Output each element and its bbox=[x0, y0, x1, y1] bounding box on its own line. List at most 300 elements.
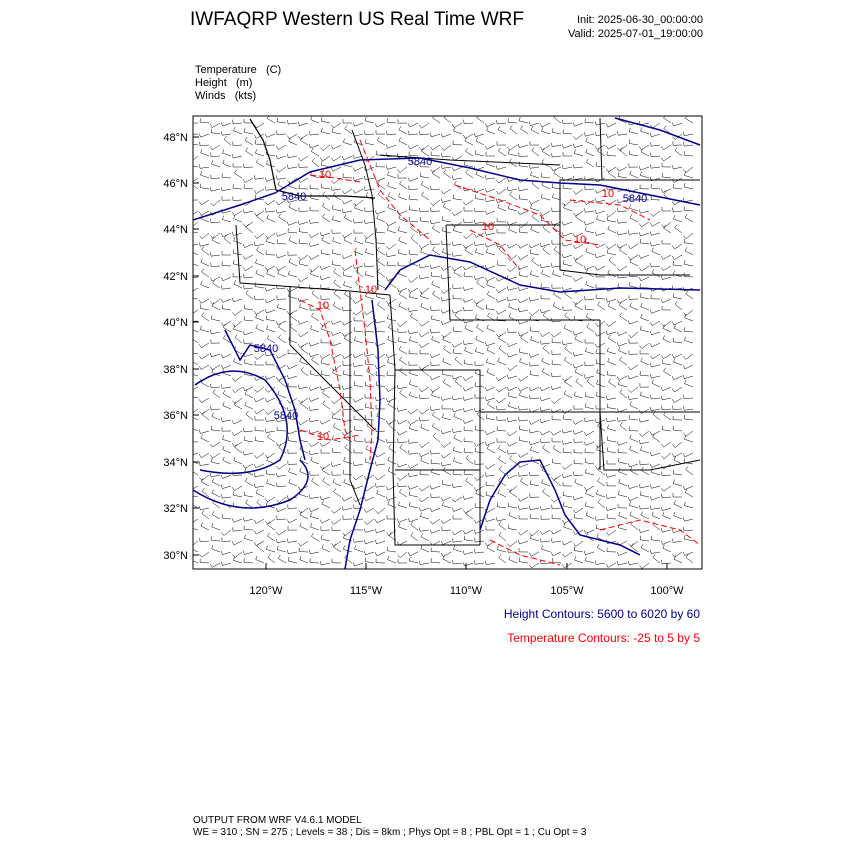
wind-barb bbox=[529, 387, 539, 391]
wind-barb bbox=[650, 222, 660, 226]
wind-barb bbox=[474, 133, 484, 137]
wind-barb bbox=[530, 327, 539, 332]
height-contour-label: 5840 bbox=[407, 156, 433, 168]
wind-barb bbox=[465, 347, 473, 354]
wind-barb bbox=[564, 357, 572, 365]
wind-barb bbox=[244, 316, 253, 321]
wind-barb bbox=[551, 530, 561, 534]
wind-barb bbox=[210, 145, 220, 150]
wind-barb bbox=[411, 235, 418, 244]
wind-barb bbox=[398, 321, 408, 327]
wind-barb bbox=[463, 387, 473, 391]
wind-barb bbox=[290, 323, 297, 332]
lat-label: 30°N bbox=[163, 550, 188, 562]
wind-barb bbox=[585, 208, 595, 212]
wind-barb bbox=[463, 562, 473, 566]
wind-barb bbox=[332, 187, 342, 191]
wind-barb bbox=[408, 518, 418, 522]
wind-barb bbox=[244, 128, 253, 134]
wind-barb bbox=[276, 167, 286, 172]
wind-barb bbox=[452, 167, 462, 171]
wind-barb bbox=[530, 164, 540, 168]
height-legend: Height Contours: 5600 to 6020 by 60 bbox=[503, 607, 700, 621]
wind-barb bbox=[320, 145, 330, 151]
wind-barb bbox=[518, 287, 528, 291]
wind-barb bbox=[254, 484, 264, 488]
wind-barb bbox=[353, 363, 363, 367]
wind-barb bbox=[432, 336, 440, 343]
wind-barb bbox=[529, 429, 539, 433]
wind-barb bbox=[409, 250, 418, 255]
wind-barb bbox=[519, 271, 528, 277]
wind-barb bbox=[673, 338, 682, 343]
wind-barb bbox=[342, 332, 352, 336]
wind-barb bbox=[443, 336, 451, 343]
wind-barb bbox=[650, 374, 660, 378]
wind-barb bbox=[487, 401, 495, 409]
wind-barb bbox=[244, 428, 253, 432]
wind-barb bbox=[628, 497, 638, 501]
wind-barb bbox=[288, 557, 297, 563]
wind-barb bbox=[487, 281, 495, 288]
wind-barb bbox=[322, 237, 330, 244]
wind-barb bbox=[540, 431, 550, 435]
wind-barb bbox=[475, 361, 484, 365]
wind-barb bbox=[518, 308, 528, 312]
wind-barb bbox=[585, 393, 594, 399]
wind-barb bbox=[321, 295, 330, 299]
wind-barb bbox=[200, 164, 210, 168]
wind-barb bbox=[519, 436, 528, 442]
wind-barb bbox=[375, 210, 385, 214]
wind-barb bbox=[255, 175, 265, 179]
wind-barb bbox=[498, 358, 506, 365]
wind-barb bbox=[431, 361, 440, 365]
wind-barb bbox=[475, 460, 484, 464]
wind-barb bbox=[343, 139, 352, 145]
wind-barb bbox=[464, 438, 473, 442]
wind-barb bbox=[232, 420, 242, 424]
wind-barb bbox=[201, 259, 209, 266]
wind-barb bbox=[607, 447, 616, 453]
wind-barb bbox=[300, 137, 308, 145]
wind-barb bbox=[222, 537, 231, 541]
wind-barb bbox=[420, 350, 429, 354]
wind-barb bbox=[662, 306, 671, 310]
wind-barb bbox=[464, 341, 474, 345]
wind-barb bbox=[353, 265, 363, 269]
wind-barb bbox=[244, 164, 253, 168]
wind-barb bbox=[531, 204, 540, 211]
wind-barb bbox=[606, 167, 616, 172]
wind-barb bbox=[190, 247, 198, 255]
wind-barb bbox=[509, 556, 517, 563]
wind-barb bbox=[298, 321, 308, 325]
wind-barb bbox=[246, 224, 253, 233]
wind-barb bbox=[496, 332, 506, 337]
wind-barb bbox=[518, 497, 528, 501]
wind-barb bbox=[298, 255, 308, 260]
wind-barb bbox=[376, 508, 386, 514]
wind-barb bbox=[321, 449, 330, 453]
wind-barb bbox=[332, 559, 341, 563]
wind-barb bbox=[639, 484, 649, 488]
wind-barb bbox=[213, 280, 221, 288]
wind-barb bbox=[498, 445, 506, 453]
wind-barb bbox=[606, 530, 616, 535]
wind-barb bbox=[562, 254, 572, 258]
wind-barb bbox=[235, 334, 242, 343]
wind-barb bbox=[508, 118, 517, 123]
wind-barb bbox=[683, 354, 693, 359]
wind-barb bbox=[641, 358, 649, 365]
wind-barb bbox=[453, 176, 463, 180]
wind-barb bbox=[232, 211, 242, 216]
wind-barb bbox=[586, 281, 594, 288]
wind-barb bbox=[388, 467, 396, 475]
wind-barb bbox=[343, 406, 352, 410]
wind-barb bbox=[529, 354, 539, 358]
wind-barb bbox=[342, 189, 352, 194]
wind-barb bbox=[331, 123, 341, 128]
wind-barb bbox=[650, 407, 660, 411]
wind-barb bbox=[518, 320, 528, 324]
wind-barb bbox=[661, 156, 671, 161]
wind-barb bbox=[364, 508, 374, 513]
wind-barb bbox=[409, 425, 418, 431]
wind-barb bbox=[365, 415, 374, 420]
wind-barb bbox=[509, 226, 517, 233]
wind-barb bbox=[376, 372, 385, 377]
wind-barb bbox=[497, 141, 506, 145]
wind-barb bbox=[531, 336, 539, 343]
wind-barb bbox=[333, 423, 341, 431]
wind-barb bbox=[441, 541, 451, 545]
wind-barb bbox=[431, 200, 441, 206]
wind-barb bbox=[211, 339, 220, 343]
wind-barb bbox=[540, 387, 550, 391]
wind-barb bbox=[387, 131, 396, 135]
wind-barb bbox=[463, 287, 473, 291]
wind-barb bbox=[300, 303, 309, 310]
wind-barb bbox=[507, 343, 517, 347]
wind-barb bbox=[398, 262, 407, 266]
wind-barb bbox=[243, 178, 253, 183]
wind-barb bbox=[496, 387, 506, 392]
wind-barb bbox=[243, 331, 253, 335]
wind-barb bbox=[630, 446, 638, 453]
wind-barb bbox=[686, 467, 693, 476]
wind-barb bbox=[584, 222, 594, 226]
wind-barb bbox=[464, 427, 473, 431]
wind-barb bbox=[430, 354, 440, 358]
wind-barb bbox=[199, 343, 209, 348]
wind-barb bbox=[430, 407, 440, 411]
wind-barb bbox=[333, 369, 342, 376]
wind-barb bbox=[267, 325, 276, 332]
wind-barb bbox=[487, 127, 495, 134]
wind-barb bbox=[276, 442, 286, 446]
wind-barb bbox=[210, 353, 220, 357]
wind-barb bbox=[342, 266, 352, 271]
wind-barb bbox=[487, 445, 495, 453]
wind-barb bbox=[267, 270, 275, 277]
wind-barb bbox=[608, 302, 616, 310]
lat-label: 36°N bbox=[163, 410, 188, 422]
wind-barb bbox=[683, 517, 693, 521]
wind-barb bbox=[562, 464, 572, 469]
wind-barb bbox=[223, 149, 232, 156]
wind-barb bbox=[430, 265, 440, 269]
wind-barb bbox=[386, 497, 396, 501]
wind-barb bbox=[287, 310, 297, 315]
wind-barb bbox=[542, 445, 550, 453]
wind-barb bbox=[211, 153, 220, 157]
wind-barb bbox=[265, 453, 275, 458]
wind-barb bbox=[256, 489, 264, 497]
wind-barb bbox=[618, 219, 628, 223]
wind-barb bbox=[620, 357, 628, 365]
wind-barb bbox=[564, 390, 572, 398]
wind-barb bbox=[453, 470, 462, 475]
wind-barb bbox=[375, 529, 385, 533]
wind-barb bbox=[485, 464, 495, 469]
wind-barb bbox=[332, 527, 341, 531]
wind-barb bbox=[674, 456, 682, 464]
wind-barb bbox=[342, 209, 352, 213]
wind-barb bbox=[518, 376, 528, 381]
wind-barb bbox=[673, 406, 682, 410]
wind-barb bbox=[409, 361, 418, 365]
wind-barb bbox=[342, 233, 352, 238]
wind-barb bbox=[210, 187, 220, 191]
wind-barb bbox=[189, 140, 198, 145]
wind-barb bbox=[244, 285, 253, 289]
wind-barb bbox=[354, 426, 363, 431]
wind-barb bbox=[630, 402, 638, 409]
wind-barb bbox=[496, 178, 506, 183]
wind-barb bbox=[388, 192, 396, 200]
wind-barb bbox=[587, 378, 594, 387]
wind-barb bbox=[606, 134, 616, 138]
wind-barb bbox=[508, 525, 517, 531]
wind-barb bbox=[651, 164, 661, 168]
wind-barb bbox=[574, 438, 583, 442]
wind-barb bbox=[641, 512, 649, 520]
wind-barb bbox=[344, 236, 352, 244]
wind-barb bbox=[408, 277, 418, 283]
wind-barb bbox=[650, 133, 660, 137]
wind-barb bbox=[453, 141, 462, 146]
wind-barb bbox=[200, 305, 209, 311]
wind-barb bbox=[586, 248, 594, 255]
wind-barb bbox=[672, 123, 682, 127]
wind-barb bbox=[640, 563, 650, 569]
wind-barb bbox=[608, 358, 616, 365]
wind-barb bbox=[222, 216, 231, 222]
wind-barb bbox=[320, 266, 330, 270]
wind-barb bbox=[321, 359, 330, 365]
wind-barb bbox=[541, 340, 551, 344]
wind-barb bbox=[430, 220, 440, 224]
wind-barb bbox=[552, 339, 561, 344]
wind-barb bbox=[609, 257, 616, 266]
wind-barb bbox=[310, 220, 320, 224]
wind-barb bbox=[640, 343, 650, 349]
wind-barb bbox=[620, 147, 627, 156]
wind-barb bbox=[595, 210, 605, 214]
wind-barb bbox=[453, 484, 463, 488]
wind-barb bbox=[617, 167, 627, 171]
wind-barb bbox=[408, 486, 418, 490]
wind-barb bbox=[454, 457, 463, 464]
wind-barb bbox=[574, 150, 583, 156]
wind-barb bbox=[278, 555, 286, 563]
wind-barb bbox=[298, 277, 308, 282]
wind-barb bbox=[276, 233, 286, 237]
wind-barb bbox=[364, 156, 374, 162]
wind-barb bbox=[507, 442, 517, 446]
wind-barb bbox=[400, 444, 407, 453]
wind-barb bbox=[618, 131, 628, 135]
wind-barb bbox=[487, 346, 495, 354]
wind-barb bbox=[585, 557, 594, 563]
wind-barb bbox=[377, 413, 385, 420]
wind-barb bbox=[552, 438, 561, 442]
wind-barb bbox=[353, 132, 363, 136]
wind-barb bbox=[574, 299, 584, 305]
wind-barb bbox=[684, 183, 693, 189]
wind-barb bbox=[398, 119, 407, 123]
wind-barb bbox=[530, 141, 539, 145]
wind-barb bbox=[541, 538, 550, 542]
wind-barb bbox=[662, 207, 671, 211]
wind-barb bbox=[320, 156, 330, 161]
wind-barb bbox=[255, 361, 264, 365]
wind-barb bbox=[453, 252, 463, 256]
wind-barb bbox=[287, 165, 297, 169]
wind-barb bbox=[334, 489, 341, 498]
wind-barb bbox=[562, 429, 572, 433]
wind-barb bbox=[343, 393, 352, 398]
wind-barb bbox=[310, 131, 319, 135]
wind-barb bbox=[420, 288, 430, 294]
wind-barb bbox=[684, 310, 694, 316]
wind-barb bbox=[409, 350, 418, 354]
wind-barb bbox=[211, 406, 220, 410]
wind-barb bbox=[409, 186, 418, 190]
wind-barb bbox=[618, 417, 628, 421]
wind-barb bbox=[398, 227, 407, 233]
wind-barb bbox=[508, 450, 517, 454]
wind-barb bbox=[575, 479, 583, 486]
wind-barb bbox=[453, 560, 462, 564]
wind-barb bbox=[541, 194, 550, 200]
wind-barb bbox=[355, 545, 364, 552]
wind-barb bbox=[530, 271, 539, 277]
wind-barb bbox=[518, 299, 528, 303]
wind-barb bbox=[542, 479, 550, 486]
wind-barb bbox=[485, 397, 495, 401]
wind-barb bbox=[310, 513, 319, 519]
wind-barb bbox=[553, 302, 561, 310]
wind-barb bbox=[201, 149, 209, 156]
wind-barb bbox=[265, 287, 275, 291]
wind-barb bbox=[551, 143, 561, 147]
wind-barb bbox=[244, 305, 253, 310]
wind-barb bbox=[542, 148, 550, 156]
wind-barb bbox=[430, 519, 440, 524]
wind-barb bbox=[189, 524, 198, 530]
wind-barb bbox=[375, 178, 385, 182]
wind-barb bbox=[464, 536, 473, 541]
wind-barb bbox=[343, 174, 352, 179]
wind-barb bbox=[530, 472, 539, 476]
wind-barb bbox=[386, 486, 396, 490]
wind-barb bbox=[630, 303, 638, 310]
wind-barb bbox=[309, 144, 319, 148]
lon-label: 115°W bbox=[349, 585, 383, 597]
wind-barb bbox=[629, 150, 638, 156]
wind-barb bbox=[639, 232, 649, 236]
wind-barb bbox=[497, 120, 506, 124]
wind-barb bbox=[246, 500, 254, 508]
wind-barb bbox=[342, 354, 352, 359]
wind-barb bbox=[518, 144, 528, 148]
wind-barb bbox=[553, 445, 561, 453]
wind-barb bbox=[298, 134, 308, 139]
wind-barb bbox=[651, 506, 661, 510]
wind-barb bbox=[553, 270, 562, 277]
wind-barb bbox=[510, 192, 517, 201]
wind-barb bbox=[453, 227, 462, 233]
wind-barb bbox=[419, 497, 429, 502]
wind-barb bbox=[641, 467, 649, 475]
wind-barb bbox=[431, 152, 440, 156]
wind-barb bbox=[529, 122, 539, 126]
wind-barb bbox=[684, 233, 694, 239]
wind-barb bbox=[584, 375, 594, 379]
wind-barb bbox=[640, 491, 649, 497]
wind-barb bbox=[211, 384, 220, 388]
wind-barb bbox=[431, 315, 440, 321]
wind-barb bbox=[221, 299, 231, 303]
wind-barb bbox=[641, 303, 649, 310]
valid-time: Valid: 2025-07-01_19:00:00 bbox=[568, 28, 703, 40]
wind-barb bbox=[675, 301, 682, 310]
wind-barb bbox=[233, 260, 242, 266]
wind-barb bbox=[419, 409, 429, 414]
wind-barb bbox=[653, 411, 660, 420]
wind-barb bbox=[651, 536, 660, 541]
wind-barb bbox=[618, 458, 627, 464]
wind-barb bbox=[221, 475, 231, 479]
wind-barb bbox=[664, 368, 672, 376]
wind-barb bbox=[661, 354, 671, 359]
wind-barb bbox=[499, 345, 506, 354]
wind-barb bbox=[397, 475, 407, 481]
wind-barb bbox=[322, 500, 330, 508]
lat-label: 34°N bbox=[163, 457, 188, 469]
wind-barb bbox=[354, 327, 363, 332]
wind-barb bbox=[650, 464, 660, 468]
wind-barb bbox=[331, 508, 341, 513]
wind-barb bbox=[299, 185, 308, 189]
wind-barb bbox=[530, 494, 539, 498]
wind-barb bbox=[321, 161, 330, 167]
wind-barb bbox=[650, 496, 660, 500]
wind-barb bbox=[596, 561, 606, 565]
